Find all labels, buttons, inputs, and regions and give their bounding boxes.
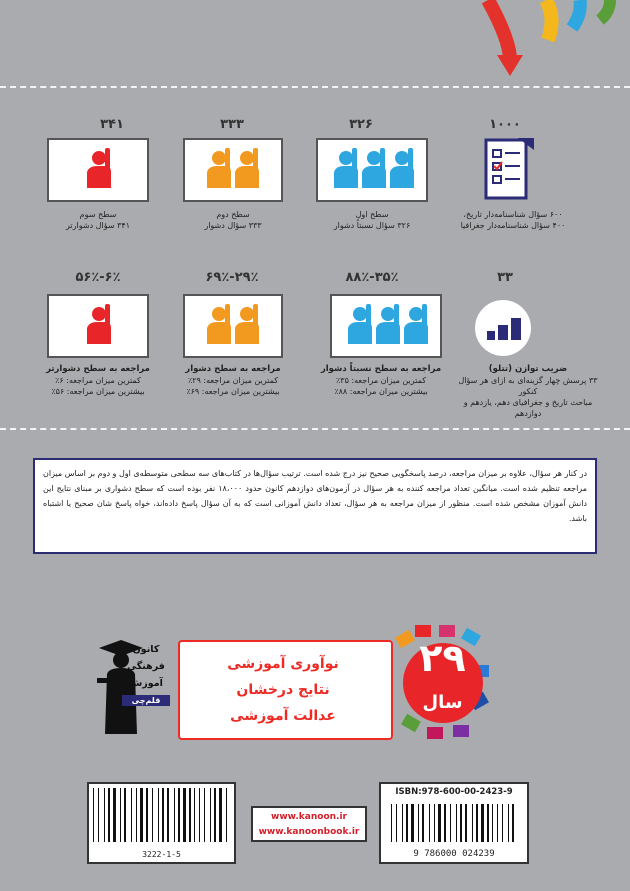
isbn-barcode <box>379 782 529 864</box>
balance-caption-line-2: ۳۳ پرسش چهار گزینه‌ای به ازای هر سؤال کنکور <box>458 376 598 396</box>
person-raising-hand-icon <box>49 296 147 356</box>
info-box: در کنار هر سؤال، علاوه بر میزان مراجعه، درصد پاسخگویی صحیح نیز درج شده است. ترتیب سؤال‌ها در کتاب‌های سه سطحی متوسطه‌ی اول و دوم بر اساس میزان مراجعه تنظیم شده است. میانگین تعداد مراجعه کننده به هر سؤال در آزمون‌های دوازدهم کانون حدود ۱۸،۰۰۰ نفر بوده است که سطح دشواری بر مبنای نتایج این دانش آموزان مشخص شده است. منظور از میزان مراجعه به هر سؤال، تعداد دانش آموزانی است که به آن سؤال پاسخ داده‌اند، خواه پاسخ شان صحیح یا اشتباه باشد. <box>33 458 597 554</box>
three-people-raising-hands-icon <box>332 296 440 356</box>
logo-line-2: فرهنگی <box>127 661 165 672</box>
badge-number: ۲۹ <box>419 636 466 680</box>
level-2-caption-line-1: سطح دوم <box>216 210 250 219</box>
level-3-reference-caption-title: مراجعه به سطح دشوارتر <box>46 364 150 374</box>
two-people-raising-hands-icon <box>185 296 281 356</box>
website-box <box>251 806 367 842</box>
level-1-caption-line-1: سطح اول <box>355 210 389 219</box>
balance-count: ۳۳ <box>497 270 513 285</box>
balance-bars-icon <box>473 298 533 358</box>
level-1-card <box>316 138 428 202</box>
level-3-caption-line-2: ۳۴۱ سؤال دشوارتر <box>66 221 130 230</box>
level-1-reference-caption-min: کمترین میزان مراجعه: ۳۵٪ <box>335 376 427 385</box>
person-raising-hand-icon <box>49 140 147 200</box>
level-3-percent: ۶٪-۵۶٪ <box>75 270 121 285</box>
website-line-1[interactable]: www.kanoon.ir <box>271 812 347 822</box>
badge-word: سال <box>422 692 463 713</box>
logo-line-3: آموزش <box>129 678 163 689</box>
isbn-text: ISBN:978-600-00-2423-9 <box>395 787 513 797</box>
isbn-barcode-bars <box>387 800 521 846</box>
level-1-count: ۳۲۶ <box>349 117 373 132</box>
website-line-2[interactable]: www.kanoonbook.ir <box>258 827 360 837</box>
slogan-line-1: نوآوری آموزشی <box>227 656 339 672</box>
level-1-reference-caption-title: مراجعه به سطح نسبتاً دشوار <box>320 364 442 374</box>
left-barcode <box>87 782 236 864</box>
level-3-reference-card <box>47 294 149 358</box>
level-2-reference-caption-min: کمترین میزان مراجعه: ۲۹٪ <box>187 376 279 385</box>
decorative-arrows <box>470 0 630 80</box>
barcode-number: 9 786000 024239 <box>413 849 495 859</box>
total-caption-line-1: ۶۰۰ سؤال شناسنامه‌دار تاریخ، <box>463 210 563 219</box>
level-2-reference-caption-title: مراجعه به سطح دشوار <box>185 364 281 374</box>
level-3-reference-caption-max: بیشترین میزان مراجعه: ۵۶٪ <box>51 387 145 396</box>
separator-middle <box>0 428 630 430</box>
logo-text <box>122 644 170 712</box>
level-1-reference-caption <box>306 364 456 397</box>
slogan-line-3: عدالت آموزشی <box>230 708 336 724</box>
slogan-box <box>178 640 393 740</box>
two-people-raising-hands-icon <box>185 140 281 200</box>
separator-top <box>0 86 630 88</box>
level-2-count: ۳۳۳ <box>220 117 244 132</box>
checklist-document-icon <box>484 136 540 202</box>
level-2-percent: ۲۹٪-۶۹٪ <box>205 270 259 285</box>
balance-caption <box>450 364 606 419</box>
left-barcode-bars <box>89 784 234 846</box>
level-3-card <box>47 138 149 202</box>
level-3-count: ۳۴۱ <box>100 117 124 132</box>
total-caption-line-2: ۴۰۰ سؤال شناسنامه‌دار جغرافیا <box>460 221 566 230</box>
logo-line-1: کانون <box>132 644 160 655</box>
level-2-reference-caption <box>158 364 308 397</box>
slogan-line-2: نتایج درخشان <box>236 682 330 698</box>
balance-caption-line-3: مباحث تاریخ و جغرافیای دهم، یازدهم و دوازدهم <box>463 398 593 418</box>
level-3-reference-caption-min: کمترین میزان مراجعه: ۶٪ <box>55 376 141 385</box>
level-2-reference-caption-max: بیشترین میزان مراجعه: ۶۹٪ <box>186 387 280 396</box>
balance-caption-title: ضریب توازن (تتلو) <box>488 364 568 374</box>
level-2-reference-card <box>183 294 283 358</box>
level-1-reference-caption-max: بیشترین میزان مراجعه: ۸۸٪ <box>334 387 428 396</box>
level-3-caption <box>23 209 173 231</box>
left-barcode-code: 3222-1-5 <box>142 850 181 859</box>
level-3-caption-line-1: سطح سوم <box>79 210 117 219</box>
logo-tag: قلم‌چی <box>122 695 170 706</box>
level-1-percent: ۳۵٪-۸۸٪ <box>345 270 399 285</box>
level-1-reference-card <box>330 294 442 358</box>
level-1-caption-line-2: ۳۲۶ سؤال نسبتاً دشوار <box>333 221 411 230</box>
total-caption <box>438 209 588 231</box>
three-people-raising-hands-icon <box>318 140 426 200</box>
level-2-caption-line-2: ۳۳۳ سؤال دشوار <box>204 221 262 230</box>
level-2-card <box>183 138 283 202</box>
level-3-reference-caption <box>23 364 173 397</box>
level-1-caption <box>297 209 447 231</box>
level-2-caption <box>158 209 308 231</box>
total-count: ۱۰۰۰ <box>489 117 521 132</box>
